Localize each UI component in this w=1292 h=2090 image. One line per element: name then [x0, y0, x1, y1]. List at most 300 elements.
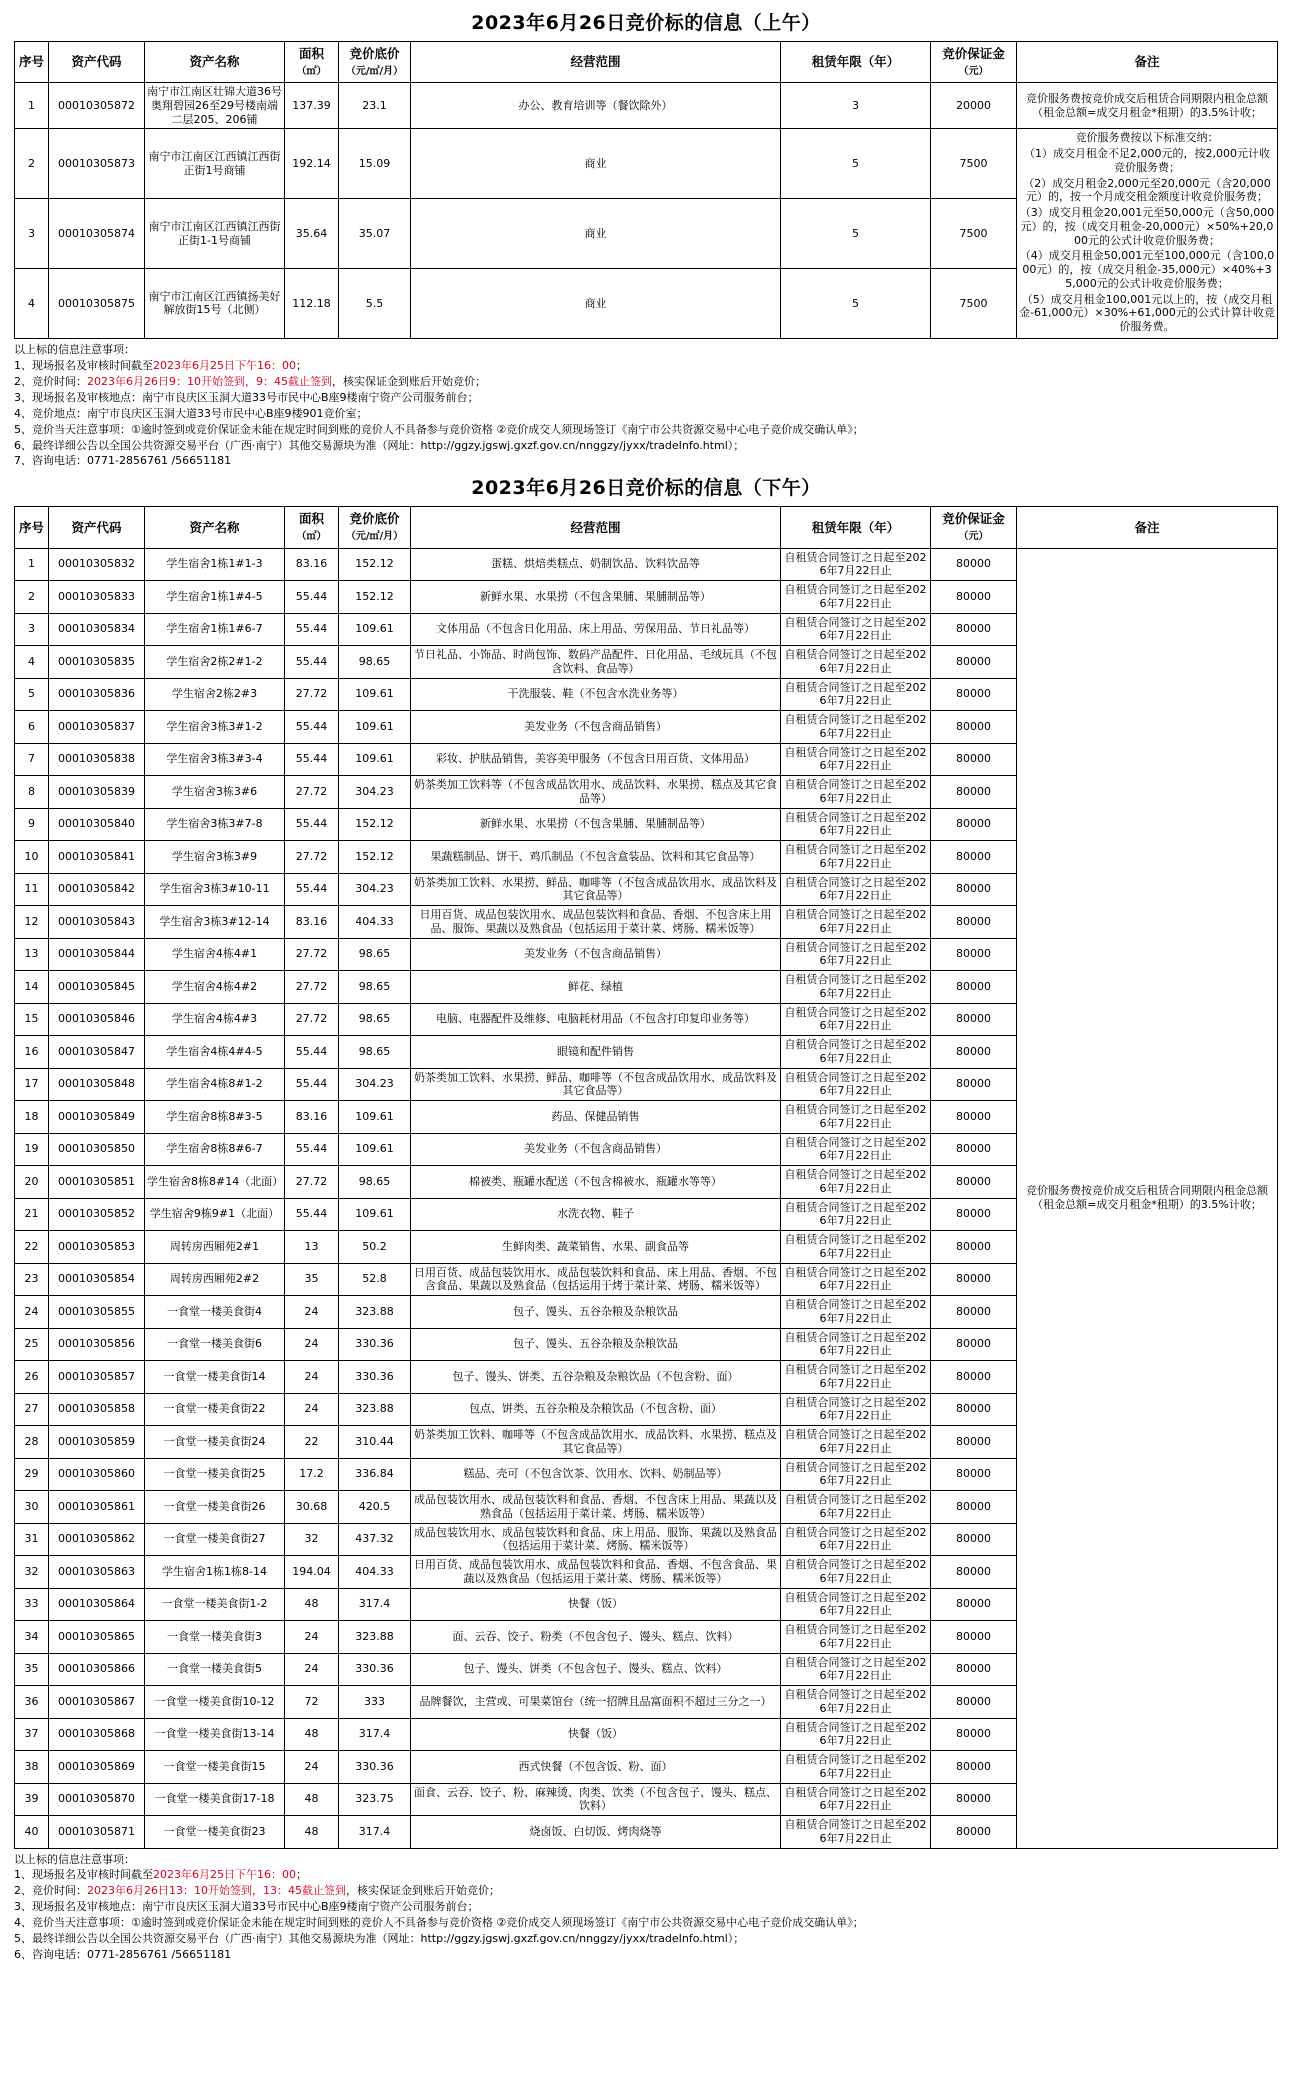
- cell-asset-name: 一食堂一楼美食街14: [145, 1361, 285, 1394]
- cell-seq: 20: [15, 1166, 49, 1199]
- cell-lease-term: 自租赁合同签订之日起至2026年7月22日止: [781, 1653, 931, 1686]
- cell-code: 00010305868: [49, 1718, 145, 1751]
- cell-code: 00010305852: [49, 1198, 145, 1231]
- cell-scope: 干洗服装、鞋（不包含水洗业务等）: [411, 678, 781, 711]
- cell-asset-name: 学生宿舍3栋3#10-11: [145, 873, 285, 906]
- cell-code: 00010305858: [49, 1393, 145, 1426]
- cell-asset-name: 一食堂一楼美食街23: [145, 1816, 285, 1849]
- cell-price: 98.65: [339, 1166, 411, 1199]
- cell-area: 55.44: [285, 1198, 339, 1231]
- cell-area: 55.44: [285, 1133, 339, 1166]
- cell-area: 27.72: [285, 678, 339, 711]
- header-price: 竞价底价 （元/㎡/月）: [339, 507, 411, 548]
- cell-price: 98.65: [339, 1003, 411, 1036]
- footnote-line: 3、现场报名及审核地点：南宁市良庆区玉洞大道33号市民中心B座9楼南宁资产公司服务前台；: [14, 1900, 479, 1914]
- cell-lease-term: 自租赁合同签订之日起至2026年7月22日止: [781, 1231, 931, 1264]
- cell-scope: 棉被类、瓶罐水配送（不包含棉被水、瓶罐水等等）: [411, 1166, 781, 1199]
- cell-note-fee-rules: 竞价服务费按以下标准交纳： （1）成交月租金不足2,000元的，按2,000元计收竞价服务费； （2）成交月租金2,000元至20,000元（含20,000元）的，按一个月成交租金额度计收竞价服务费； （3）成交月租金20,001元至50,000元（含50,000元）的，按（成交月租金-20,000元）×50%+20,000元的公式计收竞价服务费； （4）成交月租金50,001元至100,000元（含100,000元）的，按（成交月租金-35,000元）×40%+35,000元的公式计收竞价服务费； （5）成交月租金100,001元以上的，按（成交月租金-61,000元）×30%+61,000元的公式计算计收竞价服务费。: [1017, 129, 1278, 339]
- cell-lease-term: 自租赁合同签订之日起至2026年7月22日止: [781, 971, 931, 1004]
- cell-code: 00010305860: [49, 1458, 145, 1491]
- cell-code: 00010305848: [49, 1068, 145, 1101]
- cell-deposit: 80000: [931, 1361, 1017, 1394]
- cell-lease-term: 自租赁合同签订之日起至2026年7月22日止: [781, 841, 931, 874]
- cell-scope: 新鲜水果、水果捞（不包含果脯、果脯制品等）: [411, 808, 781, 841]
- header-term: 租赁年限（年）: [781, 42, 931, 83]
- cell-asset-name: 一食堂一楼美食街6: [145, 1328, 285, 1361]
- cell-code: 00010305851: [49, 1166, 145, 1199]
- cell-code: 00010305849: [49, 1101, 145, 1134]
- cell-code: 00010305846: [49, 1003, 145, 1036]
- cell-code: 00010305859: [49, 1426, 145, 1459]
- footnote-line: 6、最终详细公告以全国公共资源交易平台（广西·南宁）其他交易源块为准（网址：http://ggzy.jgswj.gxzf.gov.cn/nnggzy/jyxx/tradeInfo.html）；: [14, 438, 745, 452]
- cell-scope: 蛋糕、烘焙类糕点、奶制饮品、饮料饮品等: [411, 548, 781, 581]
- cell-deposit: 20000: [931, 83, 1017, 129]
- cell-deposit: 80000: [931, 1751, 1017, 1784]
- cell-code: 00010305866: [49, 1653, 145, 1686]
- cell-asset-name: 一食堂一楼美食街13-14: [145, 1718, 285, 1751]
- cell-code: 00010305854: [49, 1263, 145, 1296]
- cell-price: 317.4: [339, 1718, 411, 1751]
- cell-note: 竞价服务费按竞价成交后租赁合同期限内租金总额（租金总额=成交月租金*租期）的3.5%计收；: [1017, 548, 1278, 1848]
- cell-seq: 27: [15, 1393, 49, 1426]
- cell-seq: 23: [15, 1263, 49, 1296]
- cell-deposit: 80000: [931, 938, 1017, 971]
- header-deposit: 竞价保证金 （元）: [931, 507, 1017, 548]
- cell-price: 323.75: [339, 1783, 411, 1816]
- cell-lease-term: 自租赁合同签订之日起至2026年7月22日止: [781, 646, 931, 679]
- cell-area: 55.44: [285, 808, 339, 841]
- cell-area: 24: [285, 1393, 339, 1426]
- cell-seq: 12: [15, 906, 49, 939]
- cell-code: 00010305863: [49, 1556, 145, 1589]
- cell-lease-term: 自租赁合同签订之日起至2026年7月22日止: [781, 1816, 931, 1849]
- cell-scope: 商业: [411, 199, 781, 269]
- header-area: 面积 （㎡）: [285, 42, 339, 83]
- cell-area: 48: [285, 1816, 339, 1849]
- cell-seq: 31: [15, 1523, 49, 1556]
- cell-area: 137.39: [285, 83, 339, 129]
- cell-scope: 包子、馒头、五谷杂粮及杂粮饮品: [411, 1296, 781, 1329]
- cell-deposit: 80000: [931, 1718, 1017, 1751]
- cell-deposit: 7500: [931, 269, 1017, 339]
- cell-area: 35: [285, 1263, 339, 1296]
- morning-title: 2023年6月26日竞价标的信息（上午）: [471, 12, 821, 34]
- cell-price: 98.65: [339, 938, 411, 971]
- cell-asset-name: 一食堂一楼美食街22: [145, 1393, 285, 1426]
- cell-price: 109.61: [339, 1101, 411, 1134]
- cell-area: 83.16: [285, 906, 339, 939]
- cell-area: 22: [285, 1426, 339, 1459]
- cell-deposit: 80000: [931, 548, 1017, 581]
- cell-price: 98.65: [339, 646, 411, 679]
- cell-lease-term: 自租赁合同签订之日起至2026年7月22日止: [781, 1426, 931, 1459]
- cell-area: 27.72: [285, 971, 339, 1004]
- cell-code: 00010305842: [49, 873, 145, 906]
- cell-area: 24: [285, 1653, 339, 1686]
- cell-asset-name: 学生宿舍4栋4#1: [145, 938, 285, 971]
- cell-code: 00010305840: [49, 808, 145, 841]
- cell-lease-term: 自租赁合同签订之日起至2026年7月22日止: [781, 1556, 931, 1589]
- cell-area: 55.44: [285, 613, 339, 646]
- cell-scope: 药品、保健品销售: [411, 1101, 781, 1134]
- cell-price: 98.65: [339, 971, 411, 1004]
- cell-seq: 30: [15, 1491, 49, 1524]
- cell-lease-term: 自租赁合同签订之日起至2026年7月22日止: [781, 808, 931, 841]
- cell-price: 35.07: [339, 199, 411, 269]
- cell-lease-term: 自租赁合同签订之日起至2026年7月22日止: [781, 1621, 931, 1654]
- cell-scope: 面、云吞、饺子、粉类（不包含包子、馒头、糕点、饮料）: [411, 1621, 781, 1654]
- header-deposit: 竞价保证金 （元）: [931, 42, 1017, 83]
- cell-code: 00010305871: [49, 1816, 145, 1849]
- cell-code: 00010305873: [49, 129, 145, 199]
- cell-asset-name: 一食堂一楼美食街24: [145, 1426, 285, 1459]
- cell-seq: 33: [15, 1588, 49, 1621]
- cell-scope: 美发业务（不包含商品销售）: [411, 938, 781, 971]
- cell-asset-name: 学生宿舍8栋8#3-5: [145, 1101, 285, 1134]
- cell-area: 194.04: [285, 1556, 339, 1589]
- cell-seq: 22: [15, 1231, 49, 1264]
- cell-deposit: 80000: [931, 1491, 1017, 1524]
- cell-deposit: 80000: [931, 1101, 1017, 1134]
- cell-price: 23.1: [339, 83, 411, 129]
- footnote-line: 1、现场报名及审核时间截至2023年6月25日下午16：00；: [14, 358, 307, 372]
- cell-seq: 6: [15, 711, 49, 744]
- cell-area: 27.72: [285, 938, 339, 971]
- cell-asset-name: 周转房西厢苑2#1: [145, 1231, 285, 1264]
- cell-asset-name: 学生宿舍8栋8#6-7: [145, 1133, 285, 1166]
- footnote-line: 以上标的信息注意事项：: [14, 342, 135, 356]
- cell-deposit: 80000: [931, 1036, 1017, 1069]
- cell-asset-name: 南宁市江南区江西镇扬美好解放街15号（北侧）: [145, 269, 285, 339]
- cell-deposit: 80000: [931, 613, 1017, 646]
- cell-seq: 1: [15, 548, 49, 581]
- cell-lease-term: 自租赁合同签订之日起至2026年7月22日止: [781, 1523, 931, 1556]
- cell-code: 00010305847: [49, 1036, 145, 1069]
- cell-deposit: 80000: [931, 1198, 1017, 1231]
- cell-code: 00010305850: [49, 1133, 145, 1166]
- cell-area: 55.44: [285, 581, 339, 614]
- cell-deposit: 80000: [931, 1133, 1017, 1166]
- cell-price: 109.61: [339, 613, 411, 646]
- footnote-line: 5、最终详细公告以全国公共资源交易平台（广西·南宁）其他交易源块为准（网址：http://ggzy.jgswj.gxzf.gov.cn/nnggzy/jyxx/tradeInfo.html）；: [14, 1932, 745, 1946]
- cell-scope: 面食、云吞、饺子、粉、麻辣烫、肉类、饮类（不包含包子、馒头、糕点、饮料）: [411, 1783, 781, 1816]
- cell-code: 00010305867: [49, 1686, 145, 1719]
- cell-lease-term: 自租赁合同签订之日起至2026年7月22日止: [781, 938, 931, 971]
- cell-code: 00010305841: [49, 841, 145, 874]
- morning-header-row: [15, 42, 1278, 83]
- cell-code: 00010305833: [49, 581, 145, 614]
- cell-price: 109.61: [339, 1198, 411, 1231]
- cell-scope: 美发业务（不包含商品销售）: [411, 1133, 781, 1166]
- cell-price: 50.2: [339, 1231, 411, 1264]
- cell-lease-term: 自租赁合同签订之日起至2026年7月22日止: [781, 1751, 931, 1784]
- cell-price: 323.88: [339, 1393, 411, 1426]
- cell-asset-name: 一食堂一楼美食街17-18: [145, 1783, 285, 1816]
- cell-seq: 8: [15, 776, 49, 809]
- footnote-line: 6、咨询电话：0771-2856761 /56651181: [14, 1948, 232, 1962]
- cell-deposit: 80000: [931, 1588, 1017, 1621]
- cell-scope: 西式快餐（不包含饭、粉、面）: [411, 1751, 781, 1784]
- cell-seq: 17: [15, 1068, 49, 1101]
- cell-scope: 烧卤饭、白切饭、烤肉烧等: [411, 1816, 781, 1849]
- cell-seq: 9: [15, 808, 49, 841]
- cell-lease-term: 自租赁合同签订之日起至2026年7月22日止: [781, 1101, 931, 1134]
- header-seq: 序号: [15, 507, 49, 548]
- cell-area: 112.18: [285, 269, 339, 339]
- table-row: [15, 83, 1278, 129]
- cell-seq: 13: [15, 938, 49, 971]
- table-row: [15, 548, 1278, 581]
- cell-deposit: 80000: [931, 906, 1017, 939]
- cell-scope: 新鲜水果、水果捞（不包含果脯、果脯制品等）: [411, 581, 781, 614]
- cell-price: 304.23: [339, 873, 411, 906]
- cell-asset-name: 南宁市江南区壮锦大道36号奥翔碧园26至29号楼南端二层205、206铺: [145, 83, 285, 129]
- cell-scope: 成品包装饮用水、成品包装饮料和食品、香烟、不包含床上用品、果蔬以及熟食品（包括运用于菜计菜、烤肠、糯米饭等）: [411, 1491, 781, 1524]
- cell-asset-name: 一食堂一楼美食街4: [145, 1296, 285, 1329]
- cell-asset-name: 学生宿舍4栋8#1-2: [145, 1068, 285, 1101]
- cell-seq: 25: [15, 1328, 49, 1361]
- cell-price: 336.84: [339, 1458, 411, 1491]
- cell-deposit: 80000: [931, 1523, 1017, 1556]
- cell-lease-term: 自租赁合同签订之日起至2026年7月22日止: [781, 906, 931, 939]
- cell-asset-name: 南宁市江南区江西镇江西街正街1号商铺: [145, 129, 285, 199]
- cell-code: 00010305869: [49, 1751, 145, 1784]
- footnote-line: 7、咨询电话：0771-2856761 /56651181: [14, 454, 232, 468]
- cell-scope: 成品包装饮用水、成品包装饮料和食品、床上用品、服饰、果蔬以及熟食品（包括运用于菜计菜、烤肠、糯米饭等）: [411, 1523, 781, 1556]
- cell-code: 00010305875: [49, 269, 145, 339]
- cell-area: 83.16: [285, 1101, 339, 1134]
- cell-seq: 3: [15, 613, 49, 646]
- cell-scope: 水洗衣物、鞋子: [411, 1198, 781, 1231]
- cell-asset-name: 学生宿舍3栋3#1-2: [145, 711, 285, 744]
- cell-scope: 快餐（饭）: [411, 1588, 781, 1621]
- cell-seq: 10: [15, 841, 49, 874]
- cell-deposit: 80000: [931, 808, 1017, 841]
- cell-scope: 包子、馒头、饼类（不包含包子、馒头、糕点、饮料）: [411, 1653, 781, 1686]
- cell-deposit: 80000: [931, 1426, 1017, 1459]
- cell-deposit: 80000: [931, 1328, 1017, 1361]
- cell-price: 330.36: [339, 1361, 411, 1394]
- cell-code: 00010305836: [49, 678, 145, 711]
- cell-seq: 18: [15, 1101, 49, 1134]
- cell-lease-term: 自租赁合同签订之日起至2026年7月22日止: [781, 1036, 931, 1069]
- cell-code: 00010305874: [49, 199, 145, 269]
- afternoon-title: 2023年6月26日竞价标的信息（下午）: [471, 477, 821, 500]
- cell-area: 24: [285, 1751, 339, 1784]
- cell-seq: 26: [15, 1361, 49, 1394]
- cell-asset-name: 一食堂一楼美食街10-12: [145, 1686, 285, 1719]
- cell-price: 98.65: [339, 1036, 411, 1069]
- cell-price: 404.33: [339, 906, 411, 939]
- cell-area: 55.44: [285, 1036, 339, 1069]
- cell-code: 00010305844: [49, 938, 145, 971]
- table-row: [15, 129, 1278, 199]
- cell-asset-name: 学生宿舍4栋4#3: [145, 1003, 285, 1036]
- cell-area: 27.72: [285, 1003, 339, 1036]
- cell-code: 00010305861: [49, 1491, 145, 1524]
- cell-price: 5.5: [339, 269, 411, 339]
- cell-area: 35.64: [285, 199, 339, 269]
- cell-area: 48: [285, 1718, 339, 1751]
- cell-price: 109.61: [339, 678, 411, 711]
- cell-asset-name: 学生宿舍3栋3#12-14: [145, 906, 285, 939]
- cell-scope: 包子、馒头、五谷杂粮及杂粮饮品: [411, 1328, 781, 1361]
- cell-area: 27.72: [285, 841, 339, 874]
- cell-code: 00010305856: [49, 1328, 145, 1361]
- cell-deposit: 80000: [931, 1166, 1017, 1199]
- cell-seq: 21: [15, 1198, 49, 1231]
- cell-lease-term: 自租赁合同签订之日起至2026年7月22日止: [781, 1328, 931, 1361]
- cell-seq: 36: [15, 1686, 49, 1719]
- cell-area: 13: [285, 1231, 339, 1264]
- cell-price: 152.12: [339, 808, 411, 841]
- cell-seq: 3: [15, 199, 49, 269]
- cell-asset-name: 一食堂一楼美食街27: [145, 1523, 285, 1556]
- cell-code: 00010305857: [49, 1361, 145, 1394]
- cell-scope: 包子、馒头、饼类、五谷杂粮及杂粮饮品（不包含粉、面）: [411, 1361, 781, 1394]
- cell-seq: 32: [15, 1556, 49, 1589]
- cell-term: 5: [781, 129, 931, 199]
- cell-lease-term: 自租赁合同签订之日起至2026年7月22日止: [781, 1166, 931, 1199]
- cell-scope: 办公、教育培训等（餐饮除外）: [411, 83, 781, 129]
- cell-area: 55.44: [285, 646, 339, 679]
- cell-area: 55.44: [285, 711, 339, 744]
- cell-price: 420.5: [339, 1491, 411, 1524]
- cell-code: 00010305864: [49, 1588, 145, 1621]
- cell-lease-term: 自租赁合同签订之日起至2026年7月22日止: [781, 743, 931, 776]
- cell-asset-name: 一食堂一楼美食街3: [145, 1621, 285, 1654]
- cell-area: 24: [285, 1361, 339, 1394]
- cell-scope: 糕品、壳可（不包含饮茶、饮用水、饮料、奶制品等）: [411, 1458, 781, 1491]
- cell-asset-name: 学生宿舍3栋3#9: [145, 841, 285, 874]
- cell-seq: 28: [15, 1426, 49, 1459]
- header-scope: 经营范围: [411, 42, 781, 83]
- header-area: 面积 （㎡）: [285, 507, 339, 548]
- cell-seq: 7: [15, 743, 49, 776]
- cell-area: 55.44: [285, 1068, 339, 1101]
- cell-price: 310.44: [339, 1426, 411, 1459]
- cell-code: 00010305870: [49, 1783, 145, 1816]
- cell-price: 404.33: [339, 1556, 411, 1589]
- cell-lease-term: 自租赁合同签订之日起至2026年7月22日止: [781, 776, 931, 809]
- cell-lease-term: 自租赁合同签订之日起至2026年7月22日止: [781, 1458, 931, 1491]
- cell-deposit: 80000: [931, 711, 1017, 744]
- cell-deposit: 80000: [931, 841, 1017, 874]
- cell-scope: 奶茶类加工饮料、水果捞、鲜品、咖啡等（不包含成品饮用水、成品饮料及其它食品等）: [411, 1068, 781, 1101]
- cell-lease-term: 自租赁合同签订之日起至2026年7月22日止: [781, 581, 931, 614]
- cell-asset-name: 学生宿舍1栋1#1-3: [145, 548, 285, 581]
- morning-footnotes: [14, 342, 1278, 470]
- cell-asset-name: 学生宿舍2栋2#3: [145, 678, 285, 711]
- cell-seq: 4: [15, 646, 49, 679]
- morning-table: [14, 41, 1278, 339]
- header-seq: 序号: [15, 42, 49, 83]
- header-price: 竞价底价 （元/㎡/月）: [339, 42, 411, 83]
- cell-price: 333: [339, 1686, 411, 1719]
- cell-price: 109.61: [339, 711, 411, 744]
- cell-seq: 16: [15, 1036, 49, 1069]
- cell-code: 00010305862: [49, 1523, 145, 1556]
- cell-deposit: 80000: [931, 1393, 1017, 1426]
- cell-area: 48: [285, 1588, 339, 1621]
- cell-deposit: 80000: [931, 678, 1017, 711]
- cell-price: 152.12: [339, 548, 411, 581]
- cell-seq: 35: [15, 1653, 49, 1686]
- cell-lease-term: 自租赁合同签订之日起至2026年7月22日止: [781, 613, 931, 646]
- cell-asset-name: 学生宿舍4栋4#2: [145, 971, 285, 1004]
- cell-seq: 29: [15, 1458, 49, 1491]
- cell-area: 24: [285, 1328, 339, 1361]
- cell-price: 152.12: [339, 841, 411, 874]
- cell-lease-term: 自租赁合同签订之日起至2026年7月22日止: [781, 1296, 931, 1329]
- cell-lease-term: 自租赁合同签订之日起至2026年7月22日止: [781, 1361, 931, 1394]
- cell-scope: 果蔬糕制品、饼干、鸡爪制品（不包含盒装品、饮料和其它食品等）: [411, 841, 781, 874]
- cell-scope: 鲜花、绿植: [411, 971, 781, 1004]
- cell-lease-term: 自租赁合同签订之日起至2026年7月22日止: [781, 678, 931, 711]
- header-note: 备注: [1017, 42, 1278, 83]
- cell-code: 00010305865: [49, 1621, 145, 1654]
- cell-scope: 节日礼品、小饰品、时尚包饰、数码产品配件、日化用品、毛绒玩具（不包含饮料、食品等）: [411, 646, 781, 679]
- cell-seq: 5: [15, 678, 49, 711]
- cell-price: 152.12: [339, 581, 411, 614]
- cell-seq: 1: [15, 83, 49, 129]
- cell-area: 27.72: [285, 1166, 339, 1199]
- afternoon-footnotes: [14, 1852, 1278, 1964]
- cell-note: 竞价服务费按竞价成交后租赁合同期限内租金总额（租金总额=成交月租金*租期）的3.5%计收；: [1017, 83, 1278, 129]
- cell-deposit: 80000: [931, 1003, 1017, 1036]
- cell-scope: 商业: [411, 269, 781, 339]
- cell-seq: 2: [15, 129, 49, 199]
- cell-scope: 文体用品（不包含日化用品、床上用品、劳保用品、节日礼品等）: [411, 613, 781, 646]
- cell-asset-name: 学生宿舍1栋1#6-7: [145, 613, 285, 646]
- cell-area: 83.16: [285, 548, 339, 581]
- cell-code: 00010305853: [49, 1231, 145, 1264]
- cell-price: 52.8: [339, 1263, 411, 1296]
- cell-deposit: 80000: [931, 1068, 1017, 1101]
- cell-asset-name: 一食堂一楼美食街1-2: [145, 1588, 285, 1621]
- cell-scope: 包点、饼类、五谷杂粮及杂粮饮品（不包含粉、面）: [411, 1393, 781, 1426]
- cell-price: 317.4: [339, 1816, 411, 1849]
- cell-lease-term: 自租赁合同签订之日起至2026年7月22日止: [781, 1393, 931, 1426]
- cell-deposit: 80000: [931, 1653, 1017, 1686]
- cell-area: 72: [285, 1686, 339, 1719]
- cell-code: 00010305837: [49, 711, 145, 744]
- cell-code: 00010305855: [49, 1296, 145, 1329]
- cell-seq: 2: [15, 581, 49, 614]
- header-scope: 经营范围: [411, 507, 781, 548]
- cell-area: 48: [285, 1783, 339, 1816]
- cell-deposit: 80000: [931, 1556, 1017, 1589]
- cell-scope: 美发业务（不包含商品销售）: [411, 711, 781, 744]
- cell-seq: 4: [15, 269, 49, 339]
- header-code: 资产代码: [49, 42, 145, 83]
- cell-lease-term: 自租赁合同签订之日起至2026年7月22日止: [781, 1133, 931, 1166]
- cell-area: 17.2: [285, 1458, 339, 1491]
- cell-price: 304.23: [339, 776, 411, 809]
- header-code: 资产代码: [49, 507, 145, 548]
- cell-lease-term: 自租赁合同签订之日起至2026年7月22日止: [781, 873, 931, 906]
- cell-seq: 37: [15, 1718, 49, 1751]
- footnote-line: 2、竞价时间：2023年6月26日13：10开始签到，13：45截止签到，核实保证金到账后开始竞价；: [14, 1884, 500, 1898]
- footnote-line: 1、现场报名及审核时间截至2023年6月25日下午16：00；: [14, 1868, 307, 1882]
- cell-deposit: 80000: [931, 646, 1017, 679]
- cell-term: 3: [781, 83, 931, 129]
- cell-scope: 日用百货、成品包装饮用水、成品包装饮料和食品、香烟、不包含食品、果蔬以及熟食品（包括运用于菜计菜、烤肠、糯米饭等）: [411, 1556, 781, 1589]
- cell-price: 323.88: [339, 1296, 411, 1329]
- cell-term: 5: [781, 199, 931, 269]
- footnote-line: 4、竞价地点：南宁市良庆区玉洞大道33号市民中心B座9楼901竞价室；: [14, 406, 368, 420]
- cell-area: 55.44: [285, 743, 339, 776]
